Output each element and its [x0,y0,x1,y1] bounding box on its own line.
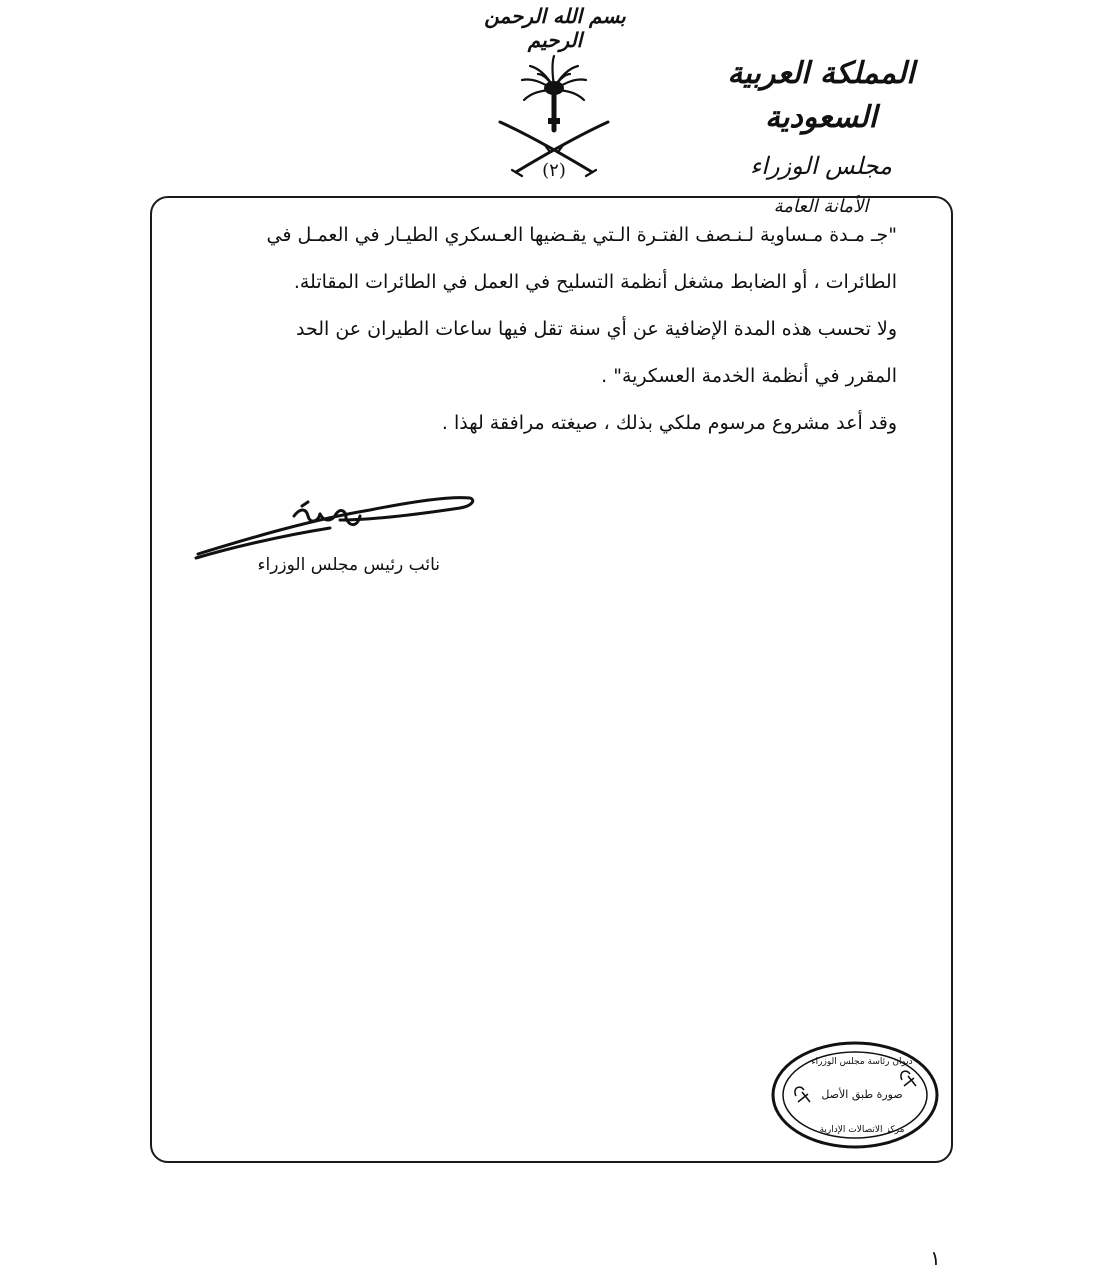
body-line: وقد أعد مشروع مرسوم ملكي بذلك ، صيغته مرافقة لهذا . [441,412,897,434]
handwritten-signature [190,484,480,564]
stamp-text-bottom: مركز الاتصالات الإدارية [819,1125,905,1135]
page-marker: (٢) [542,160,566,181]
page-number: ١ [930,1246,941,1270]
stamp-text-top: ديوان رئاسة مجلس الوزراء [811,1057,913,1067]
body-line: "جـ مـدة مـساوية لـنـصف الفتـرة الـتي يقـضيها العـسكري الطيـار في العمـل في [266,224,897,246]
signatory-title: نائب رئيس مجلس الوزراء [257,555,440,575]
body-line: ولا تحسب هذه المدة الإضافية عن أي سنة تقل فيها ساعات الطيران عن الحد [295,318,897,340]
secretariat-name: الأمانة العامة [773,196,869,217]
council-name: مجلس الوزراء [749,152,893,180]
body-line: الطائرات ، أو الضابط مشغل أنظمة التسليح في العمل في الطائرات المقاتلة. [293,271,897,293]
body-line: المقرر في أنظمة الخدمة العسكرية" . [601,365,897,387]
stamp-text-center: صورة طبق الأصل [821,1088,903,1101]
kingdom-name: المملكة العربية السعودية [727,56,915,135]
document-body [177,212,897,447]
official-stamp [770,1040,940,1150]
basmala: بسم الله الرحمن الرحيم [484,4,626,52]
